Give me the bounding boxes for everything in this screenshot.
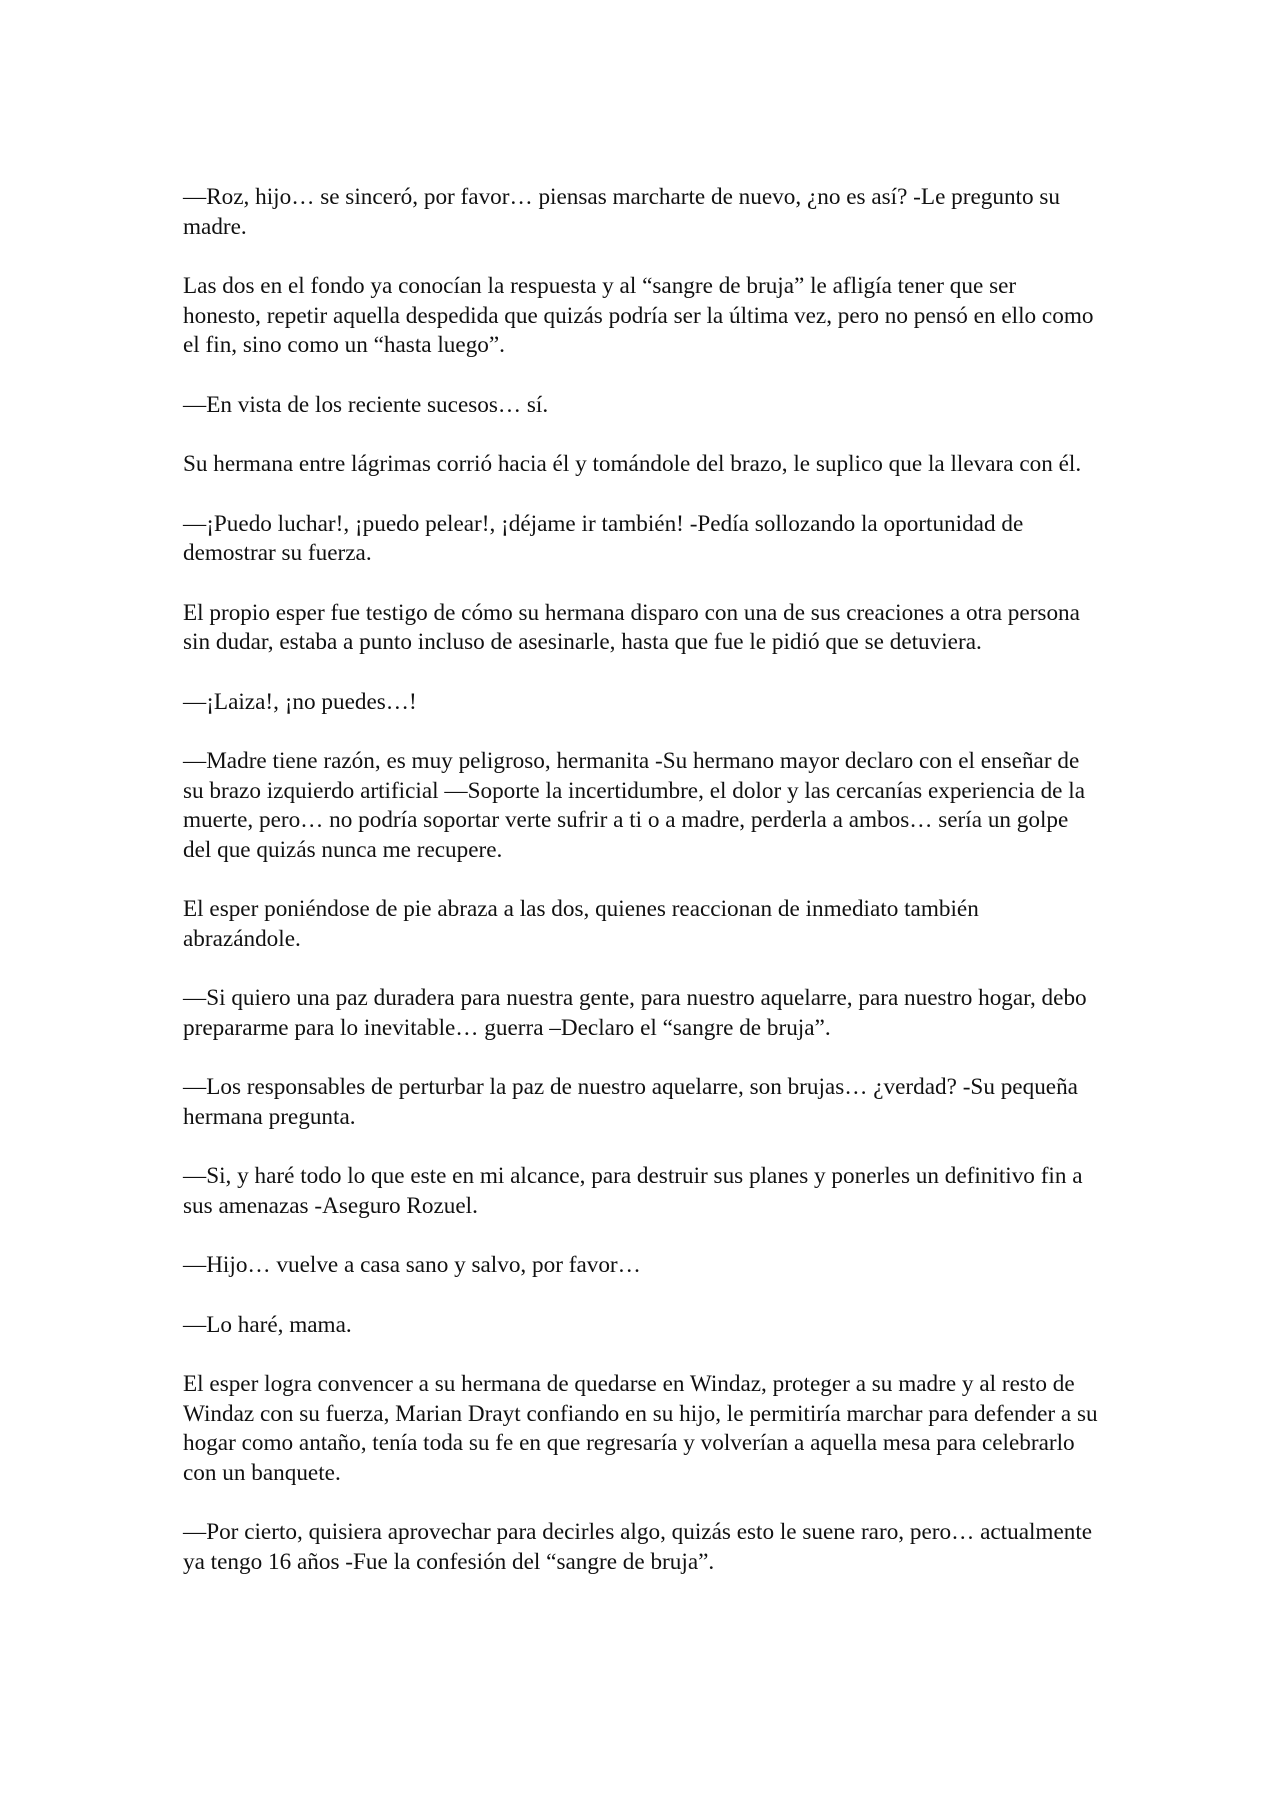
paragraph: —Los responsables de perturbar la paz de nuestro aquelarre, son brujas… ¿verdad? -Su pequeña hermana pregunta. [183,1074,1078,1130]
paragraph: Su hermana entre lágrimas corrió hacia él y tomándole del brazo, le suplico que la llevara con él. [183,451,1082,477]
paragraph: —¡Laiza!, ¡no puedes…! [183,688,417,715]
paragraph: El esper poniéndose de pie abraza a las dos, quienes reaccionan de inmediato también abrazándole. [183,896,979,952]
paragraph: —Si quiero una paz duradera para nuestra gente, para nuestro aquelarre, para nuestro hogar, debo prepararme para lo inevitable… guerra –Declaro el “sangre de bruja”. [183,985,1087,1041]
paragraph: —Roz, hijo… se sinceró, por favor… piensas marcharte de nuevo, ¿no es así? -Le pregunto su madre. [183,184,1060,240]
paragraph: —En vista de los reciente sucesos… sí. [183,391,549,418]
document-body [183,183,1098,1607]
paragraph: —¡Puedo luchar!, ¡puedo pelear!, ¡déjame ir también! -Pedía sollozando la oportunidad de demostrar su fuerza. [183,510,1024,566]
paragraph: El propio esper fue testigo de cómo su hermana disparo con una de sus creaciones a otra persona sin dudar, estaba a punto incluso de asesinarle, hasta que fue le pidió que se detuviera. [183,599,1080,655]
paragraph: —Si, y haré todo lo que este en mi alcance, para destruir sus planes y ponerles un definitivo fin a sus amenazas -Aseguro Rozuel. [183,1163,1083,1219]
paragraph: El esper logra convencer a su hermana de quedarse en Windaz, proteger a su madre y al resto de Windaz con su fuerza, Marian Drayt confiando en su hijo, le permitiría marchar para defender a su hogar como antaño, tenía toda su fe en que regresaría y volverían a aquella mesa para celebrarlo con un banquete. [183,1371,1098,1486]
paragraph: —Lo haré, mama. [183,1311,352,1338]
paragraph: —Hijo… vuelve a casa sano y salvo, por favor… [183,1252,641,1278]
paragraph: —Madre tiene razón, es muy peligroso, hermanita -Su hermano mayor declaro con el enseñar de su brazo izquierdo artificial —Soporte la incertidumbre, el dolor y las cercanías experiencia de la muerte, pero… no podría soportar verte sufrir a ti o a madre, perderla a ambos… sería un golpe del que quizás nunca me recupere. [183,748,1086,863]
paragraph: Las dos en el fondo ya conocían la respuesta y al “sangre de bruja” le afligía tener que ser honesto, repetir aquella despedida que quizás podría ser la última vez, pero no pensó en ello como el fin, sino como un “hasta luego”. [183,273,1094,358]
paragraph: —Por cierto, quisiera aprovechar para decirles algo, quizás esto le suene raro, pero… actualmente ya tengo 16 años -Fue la confesión del “sangre de bruja”. [183,1519,1093,1575]
